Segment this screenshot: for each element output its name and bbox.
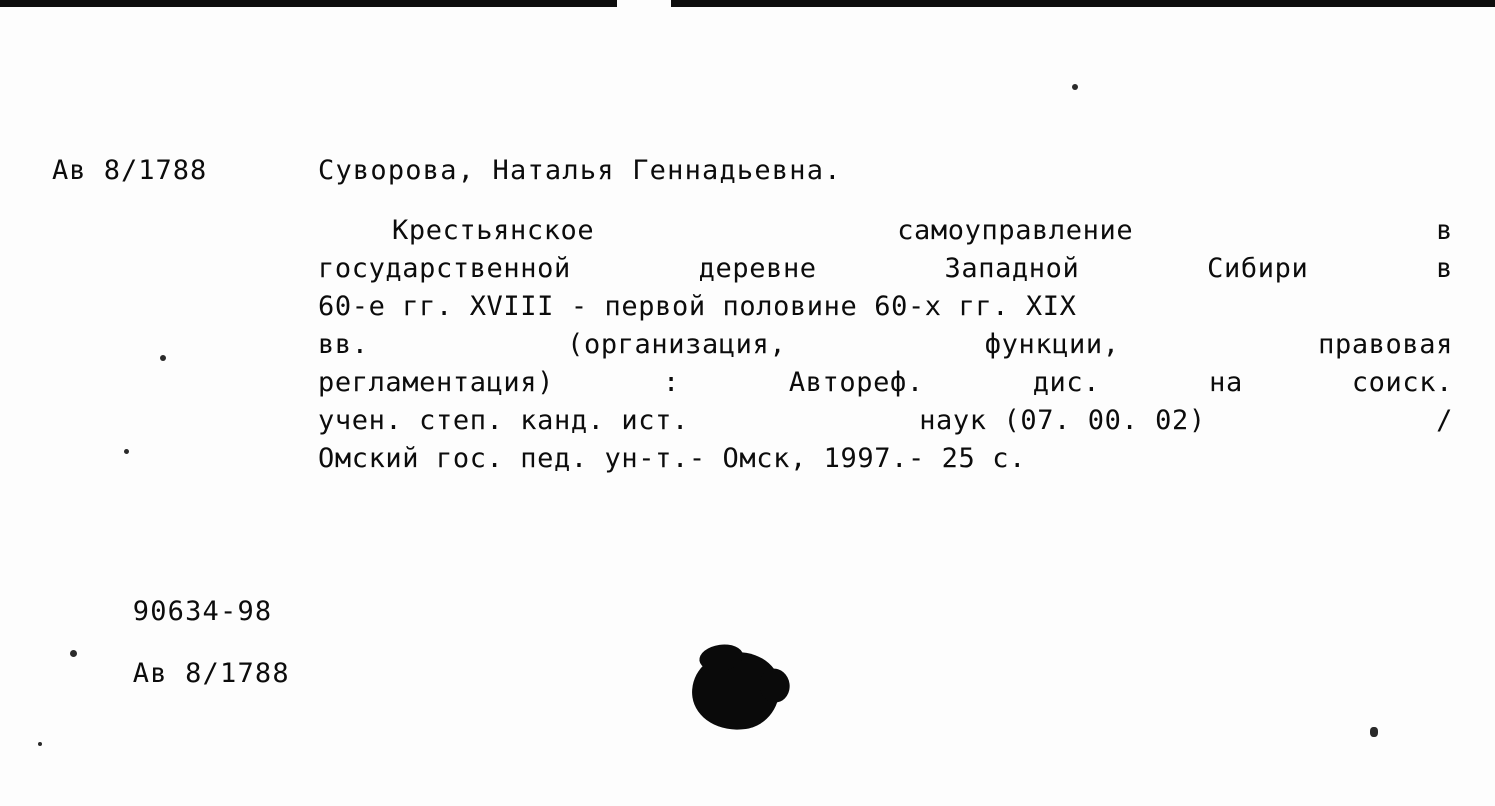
title-statement	[318, 212, 1453, 478]
accession-number: 90634-98	[132, 596, 273, 627]
accession-call-number: Ав 8/1788	[132, 658, 290, 689]
scan-speck	[70, 650, 77, 657]
call-number: Ав 8/1788	[52, 155, 208, 186]
title-line: регламентация) : Автореф. дис. на соиск.	[318, 367, 1453, 398]
scan-speck	[124, 449, 129, 454]
title-line: учен. степ. канд. ист. наук (07. 00. 02) /	[318, 405, 1453, 436]
title-line: вв. (организация, функции, правовая	[318, 329, 1453, 360]
imprint-line: Омский гос. пед. ун-т.- Омск, 1997.- 25 с.	[318, 443, 1026, 474]
accession-spacer	[133, 627, 168, 658]
title-line: государственной деревне Западной Сибири в	[318, 253, 1453, 284]
scan-speck	[38, 742, 42, 746]
title-line: 60-е гг. XVIII - первой половине 60-х гг. XIX	[318, 291, 1077, 322]
title-line: Крестьянское самоуправление в	[392, 215, 1453, 246]
scan-speck	[1072, 84, 1078, 90]
scan-speck	[160, 355, 166, 361]
scan-speck	[1370, 727, 1378, 737]
author-name: Суворова, Наталья Геннадьевна.	[318, 155, 842, 186]
accession-line	[28, 565, 290, 720]
